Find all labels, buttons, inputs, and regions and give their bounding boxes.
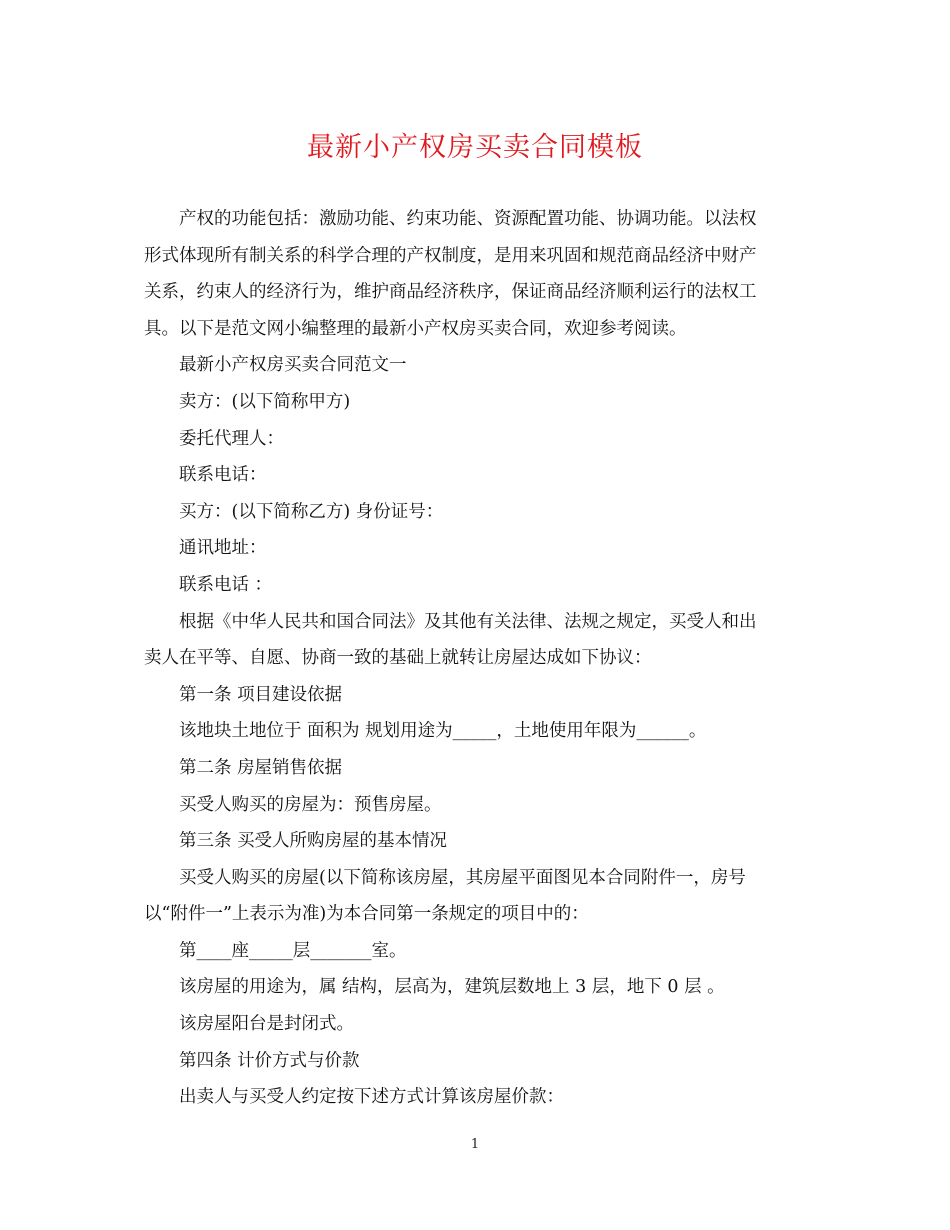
house-usage-line: 该房屋的用途为，属 结构，层高为，建筑层数地上 3 层，地下 0 层 。 xyxy=(179,977,725,998)
seller-line: 卖方：(以下简称甲方) xyxy=(179,391,351,412)
balcony-line: 该房屋阳台是封闭式。 xyxy=(179,1014,354,1035)
text-line: 卖人在平等、自愿、协商一致的基础上就转让房屋达成如下协议： xyxy=(144,648,652,669)
article-4-text: 出卖人与买受人约定按下述方式计算该房屋价款： xyxy=(179,1087,564,1108)
document-title: 最新小产权房买卖合同模板 xyxy=(307,132,643,163)
section-heading: 最新小产权房买卖合同范文一 xyxy=(179,355,407,376)
text-line: 根据《中华人民共和国合同法》及其他有关法律、法规之规定，买受人和出 xyxy=(179,611,757,632)
article-3-heading: 第三条 买受人所购房屋的基本情况 xyxy=(179,831,448,852)
article-1-heading: 第一条 项目建设依据 xyxy=(179,684,343,705)
article-2-heading: 第二条 房屋销售依据 xyxy=(179,757,343,778)
text-line: 以“附件一”上表示为准)为本合同第一条规定的项目中的： xyxy=(144,904,589,925)
page-number: 1 xyxy=(470,1137,480,1152)
address-line: 通讯地址： xyxy=(179,538,267,559)
room-line: 第____座_____层_______室。 xyxy=(179,940,407,961)
article-2-text: 买受人购买的房屋为：预售房屋。 xyxy=(179,794,442,815)
intro-paragraph xyxy=(144,201,808,347)
text-line: 买受人购买的房屋(以下简称该房屋，其房屋平面图见本合同附件一，房号 xyxy=(179,867,746,888)
text-line: 具。以下是范文网小编整理的最新小产权房买卖合同，欢迎参考阅读。 xyxy=(144,318,687,339)
article-4-heading: 第四条 计价方式与价款 xyxy=(179,1050,360,1071)
basis-paragraph xyxy=(144,604,808,677)
agent-line: 委托代理人： xyxy=(179,428,284,449)
text-line: 形式体现所有制关系的科学合理的产权制度，是用来巩固和规范商品经济中财产 xyxy=(144,245,757,266)
text-line: 产权的功能包括：激励功能、约束功能、资源配置功能、协调功能。以法权 xyxy=(179,209,757,229)
phone-line: 联系电话： xyxy=(179,465,267,486)
phone-line-2: 联系电话 ： xyxy=(179,574,273,595)
buyer-line: 买方：(以下简称乙方) 身份证号： xyxy=(179,501,444,522)
house-paragraph xyxy=(144,860,808,933)
article-1-text: 该地块土地位于 面积为 规划用途为_____，土地使用年限为______。 xyxy=(179,721,707,742)
document-body xyxy=(144,201,808,1116)
text-line: 关系，约束人的经济行为，维护商品经济秩序，保证商品经济顺利运行的法权工 xyxy=(144,282,757,303)
